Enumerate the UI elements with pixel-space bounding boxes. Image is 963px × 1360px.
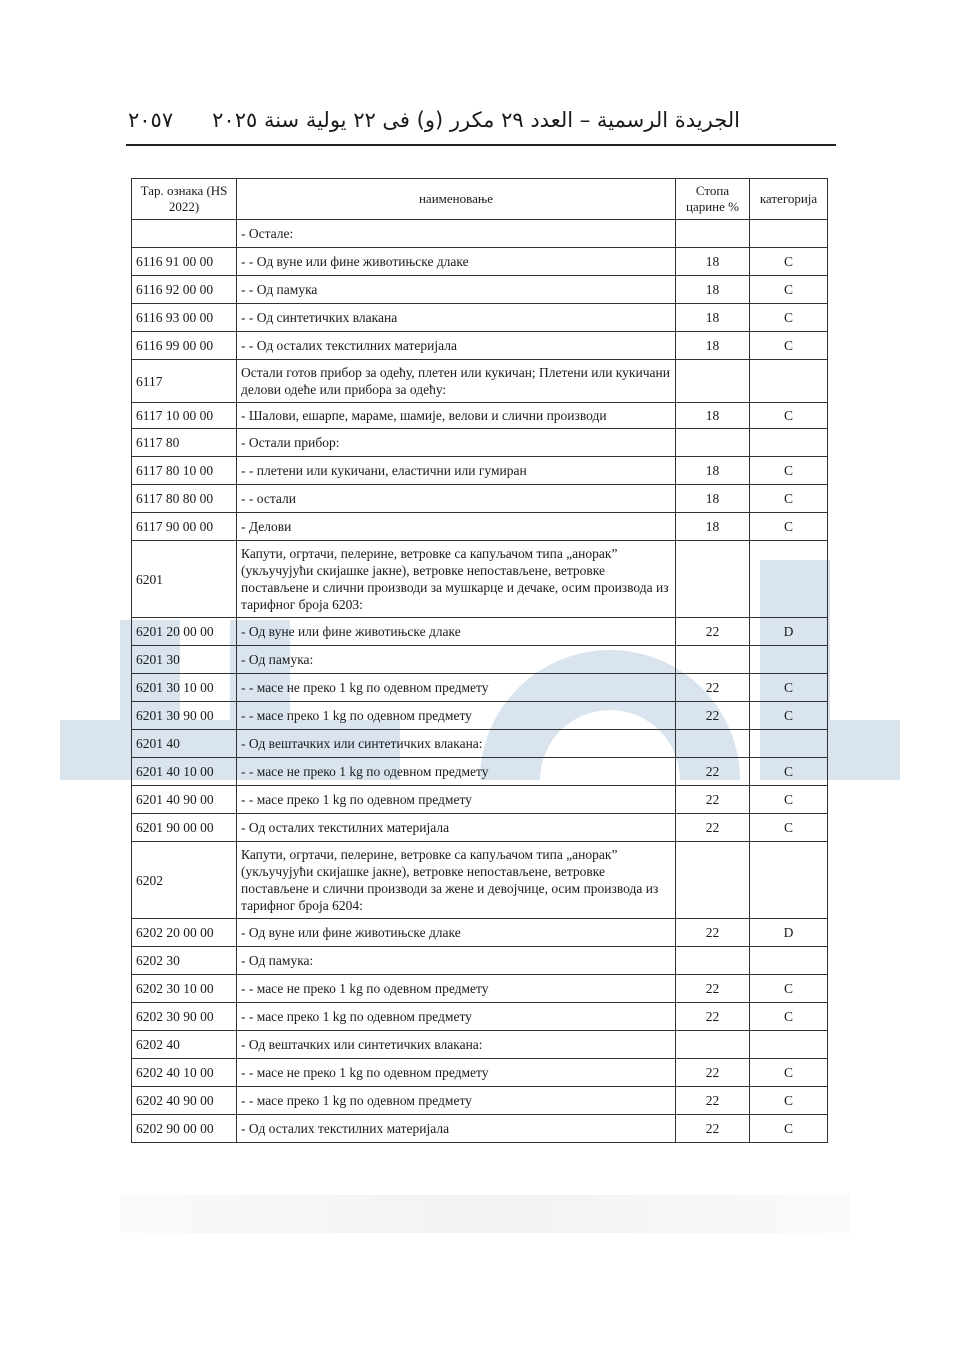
category: C — [750, 304, 828, 332]
tariff-description: - Од осталих текстилних материјала — [237, 814, 676, 842]
tariff-description: - - Од памука — [237, 276, 676, 304]
table-row — [132, 276, 828, 304]
category — [750, 541, 828, 618]
tariff-description: - Од памука: — [237, 947, 676, 975]
tariff-code: 6201 90 00 00 — [132, 814, 237, 842]
duty-rate: 18 — [676, 403, 750, 429]
tariff-code: 6117 90 00 00 — [132, 513, 237, 541]
tariff-code: 6201 30 — [132, 646, 237, 674]
tariff-code: 6201 30 90 00 — [132, 702, 237, 730]
duty-rate: 18 — [676, 513, 750, 541]
tariff-code: 6117 — [132, 360, 237, 403]
duty-rate: 22 — [676, 786, 750, 814]
table-row — [132, 220, 828, 248]
table-row — [132, 485, 828, 513]
tariff-description: - - масе не преко 1 kg по одевном предмету — [237, 1059, 676, 1087]
tariff-description: - Од памука: — [237, 646, 676, 674]
header-code: Тар. ознака (HS 2022) — [132, 179, 237, 220]
table-row — [132, 842, 828, 919]
tariff-code: 6201 40 — [132, 730, 237, 758]
table-row — [132, 513, 828, 541]
category: C — [750, 1059, 828, 1087]
table-row — [132, 1087, 828, 1115]
table-row — [132, 457, 828, 485]
category: C — [750, 403, 828, 429]
gazette-title: الجريدة الرسمية – العدد ٢٩ مكرر (و) فى ٢٢ يولية سنة ٢٠٢٥ — [212, 108, 740, 132]
tariff-description: - - Од синтетичких влакана — [237, 304, 676, 332]
category: C — [750, 1115, 828, 1143]
tariff-code: 6202 30 — [132, 947, 237, 975]
duty-rate — [676, 730, 750, 758]
category: C — [750, 457, 828, 485]
tariff-description: - - масе преко 1 kg по одевном предмету — [237, 786, 676, 814]
duty-rate: 22 — [676, 674, 750, 702]
duty-rate — [676, 429, 750, 457]
tariff-description: - - масе не преко 1 kg по одевном предмету — [237, 975, 676, 1003]
table-row — [132, 730, 828, 758]
tariff-description: - Од осталих текстилних материјала — [237, 1115, 676, 1143]
duty-rate — [676, 220, 750, 248]
duty-rate — [676, 1031, 750, 1059]
tariff-description: - - плетени или кукичани, еластични или гумиран — [237, 457, 676, 485]
duty-rate: 22 — [676, 1087, 750, 1115]
duty-rate: 22 — [676, 758, 750, 786]
tariff-code — [132, 220, 237, 248]
duty-rate: 18 — [676, 457, 750, 485]
duty-rate: 22 — [676, 1003, 750, 1031]
category: C — [750, 814, 828, 842]
table-row — [132, 360, 828, 403]
header-name: наименовање — [237, 179, 676, 220]
tariff-code: 6117 80 — [132, 429, 237, 457]
table-row — [132, 429, 828, 457]
table-row — [132, 975, 828, 1003]
table-row — [132, 1115, 828, 1143]
duty-rate: 22 — [676, 618, 750, 646]
tariff-description: Капути, огртачи, пелерине, ветровке са капуљачом типа „анорак” (укључујући скијашке јакне), ветровке непостављене, ветровке постављене и слични производи за жене и девојчице, осим производа из тарифног броја 6204: — [237, 842, 676, 919]
category — [750, 360, 828, 403]
page-header — [126, 104, 836, 146]
tariff-code: 6201 — [132, 541, 237, 618]
tariff-code: 6117 80 10 00 — [132, 457, 237, 485]
tariff-table — [131, 178, 828, 1143]
header-rate: Стопа царине % — [676, 179, 750, 220]
tariff-code: 6202 — [132, 842, 237, 919]
tariff-code: 6202 30 10 00 — [132, 975, 237, 1003]
category: C — [750, 276, 828, 304]
category: C — [750, 248, 828, 276]
duty-rate — [676, 646, 750, 674]
category: C — [750, 1003, 828, 1031]
tariff-description: - Остале: — [237, 220, 676, 248]
duty-rate: 18 — [676, 304, 750, 332]
category — [750, 429, 828, 457]
duty-rate — [676, 842, 750, 919]
tariff-code: 6116 92 00 00 — [132, 276, 237, 304]
table-row — [132, 332, 828, 360]
table-row — [132, 646, 828, 674]
tariff-code: 6202 20 00 00 — [132, 919, 237, 947]
tariff-description: - Од вуне или фине животињске длаке — [237, 618, 676, 646]
duty-rate — [676, 541, 750, 618]
category: C — [750, 758, 828, 786]
tariff-description: - Од вештачких или синтетичких влакана: — [237, 730, 676, 758]
table-row — [132, 1003, 828, 1031]
table-row — [132, 541, 828, 618]
tariff-description: - - остали — [237, 485, 676, 513]
category — [750, 220, 828, 248]
tariff-code: 6201 30 10 00 — [132, 674, 237, 702]
category: C — [750, 674, 828, 702]
tariff-code: 6116 99 00 00 — [132, 332, 237, 360]
tariff-code: 6201 40 10 00 — [132, 758, 237, 786]
tariff-code: 6202 40 — [132, 1031, 237, 1059]
tariff-description: - - масе не преко 1 kg по одевном предмету — [237, 674, 676, 702]
table-row — [132, 403, 828, 429]
category: C — [750, 513, 828, 541]
table-row — [132, 1059, 828, 1087]
tariff-code: 6116 91 00 00 — [132, 248, 237, 276]
tariff-code: 6202 40 10 00 — [132, 1059, 237, 1087]
duty-rate: 18 — [676, 332, 750, 360]
tariff-code: 6201 20 00 00 — [132, 618, 237, 646]
category — [750, 842, 828, 919]
table-row — [132, 618, 828, 646]
tariff-code: 6202 30 90 00 — [132, 1003, 237, 1031]
duty-rate: 22 — [676, 975, 750, 1003]
duty-rate: 18 — [676, 276, 750, 304]
header-category: категорија — [750, 179, 828, 220]
page-number: ٢٠٥٧ — [128, 108, 174, 132]
duty-rate — [676, 360, 750, 403]
scan-smudge — [120, 1195, 850, 1233]
table-row — [132, 786, 828, 814]
category: D — [750, 618, 828, 646]
category: C — [750, 332, 828, 360]
duty-rate: 22 — [676, 814, 750, 842]
category: C — [750, 702, 828, 730]
tariff-code: 6117 10 00 00 — [132, 403, 237, 429]
tariff-description: - Шалови, ешарпе, мараме, шамије, велови и слични производи — [237, 403, 676, 429]
category: C — [750, 786, 828, 814]
tariff-code: 6117 80 80 00 — [132, 485, 237, 513]
category: C — [750, 1087, 828, 1115]
tariff-description: - - масе преко 1 kg по одевном предмету — [237, 702, 676, 730]
duty-rate: 22 — [676, 1059, 750, 1087]
tariff-description: - Од вештачких или синтетичких влакана: — [237, 1031, 676, 1059]
table-row — [132, 947, 828, 975]
duty-rate: 22 — [676, 919, 750, 947]
tariff-description: - Остали прибор: — [237, 429, 676, 457]
tariff-code: 6202 90 00 00 — [132, 1115, 237, 1143]
duty-rate — [676, 947, 750, 975]
category — [750, 730, 828, 758]
table-row — [132, 304, 828, 332]
duty-rate: 18 — [676, 248, 750, 276]
tariff-description: - Од вуне или фине животињске длаке — [237, 919, 676, 947]
tariff-description: - Делови — [237, 513, 676, 541]
tariff-code: 6116 93 00 00 — [132, 304, 237, 332]
category — [750, 947, 828, 975]
category — [750, 646, 828, 674]
category: D — [750, 919, 828, 947]
duty-rate: 18 — [676, 485, 750, 513]
table-row — [132, 248, 828, 276]
duty-rate: 22 — [676, 1115, 750, 1143]
table-row — [132, 919, 828, 947]
category — [750, 1031, 828, 1059]
duty-rate: 22 — [676, 702, 750, 730]
table-header-row — [132, 179, 828, 220]
tariff-description: - - Од вуне или фине животињске длаке — [237, 248, 676, 276]
table-row — [132, 674, 828, 702]
tariff-description: - - масе не преко 1 kg по одевном предмету — [237, 758, 676, 786]
table-row — [132, 1031, 828, 1059]
tariff-description: Остали готов прибор за одећу, плетен или кукичан; Плетени или кукичани делови одеће или прибора за одећу: — [237, 360, 676, 403]
category: C — [750, 975, 828, 1003]
tariff-description: - - Од осталих текстилних материјала — [237, 332, 676, 360]
table-row — [132, 814, 828, 842]
tariff-description: - - масе преко 1 kg по одевном предмету — [237, 1003, 676, 1031]
table-row — [132, 758, 828, 786]
category: C — [750, 485, 828, 513]
tariff-code: 6201 40 90 00 — [132, 786, 237, 814]
tariff-description: - - масе преко 1 kg по одевном предмету — [237, 1087, 676, 1115]
table-row — [132, 702, 828, 730]
tariff-description: Капути, огртачи, пелерине, ветровке са капуљачом типа „анорак” (укључујући скијашке јакне), ветровке непостављене, ветровке постављене и слични производи за мушкарце и дечаке, осим производа из тарифног броја 6203: — [237, 541, 676, 618]
tariff-code: 6202 40 90 00 — [132, 1087, 237, 1115]
